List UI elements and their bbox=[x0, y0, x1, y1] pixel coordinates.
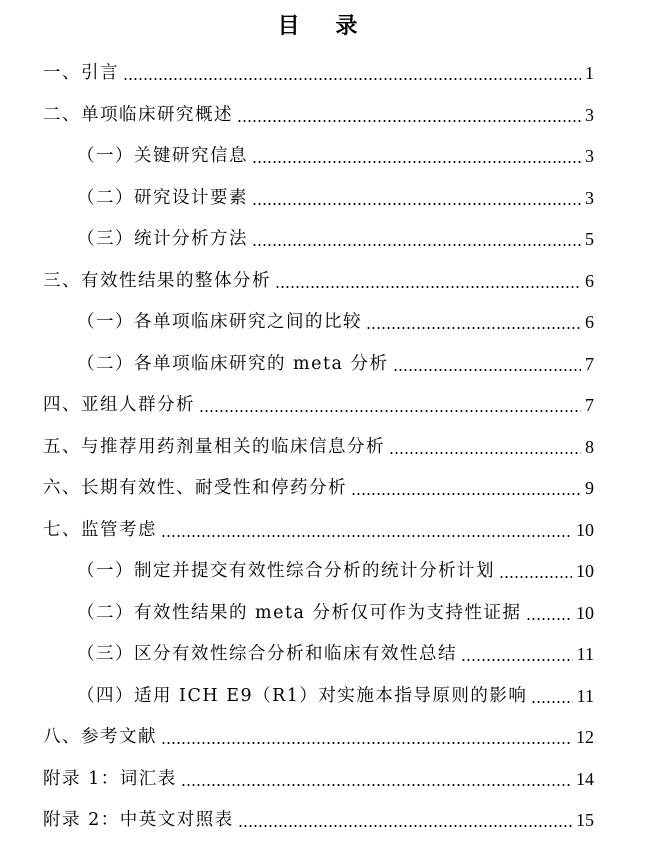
toc-entry-title: 附录 2：中英文对照表 bbox=[43, 810, 234, 830]
toc-entry-title: （一）制定并提交有效性综合分析的统计分析计划 bbox=[77, 561, 495, 581]
toc-dot-leader bbox=[252, 203, 581, 205]
toc-entry[interactable] bbox=[77, 673, 594, 707]
toc-dot-leader bbox=[238, 825, 572, 827]
toc-page-number: 15 bbox=[576, 810, 594, 830]
toc-page-number: 11 bbox=[576, 644, 594, 664]
toc-dot-leader bbox=[237, 120, 581, 122]
toc-entry-title: 五、与推荐用药剂量相关的临床信息分析 bbox=[43, 436, 385, 457]
toc-dot-leader bbox=[199, 410, 581, 412]
toc-entry[interactable] bbox=[77, 631, 594, 665]
toc-dot-leader bbox=[252, 161, 581, 163]
toc-entry[interactable] bbox=[43, 50, 594, 84]
toc-page-number: 10 bbox=[576, 561, 594, 581]
toc-dot-leader bbox=[123, 78, 581, 80]
toc-entry[interactable] bbox=[43, 507, 594, 541]
toc-entry-title: （二）有效性结果的 meta 分析仅可作为支持性证据 bbox=[77, 602, 522, 623]
toc-entry[interactable] bbox=[43, 382, 594, 416]
toc-entry[interactable] bbox=[43, 465, 594, 499]
toc-entry-title: 四、亚组人群分析 bbox=[43, 395, 195, 415]
toc-page-number: 11 bbox=[576, 685, 594, 706]
page-title: 目 录 bbox=[277, 14, 372, 39]
toc-entry[interactable] bbox=[43, 797, 594, 831]
toc-dot-leader bbox=[161, 535, 572, 537]
toc-page-number: 3 bbox=[585, 146, 594, 166]
toc-entry-title: 七、监管考虑 bbox=[43, 519, 157, 540]
toc-entry[interactable] bbox=[43, 714, 594, 748]
toc-dot-leader bbox=[389, 452, 581, 454]
toc-dot-leader bbox=[351, 493, 581, 495]
toc-entry-title: （三）统计分析方法 bbox=[77, 229, 248, 249]
toc-page-number: 7 bbox=[585, 395, 594, 415]
toc-dot-leader bbox=[526, 618, 572, 620]
toc-page-number: 14 bbox=[576, 768, 594, 789]
toc-entry[interactable] bbox=[43, 258, 594, 292]
toc-entry-title: 附录 1：词汇表 bbox=[43, 768, 177, 789]
toc-entry[interactable] bbox=[77, 133, 594, 167]
toc-entry-title: 八、参考文献 bbox=[43, 727, 157, 747]
toc-entry[interactable] bbox=[77, 590, 594, 624]
toc-entry-title: （二）各单项临床研究的 meta 分析 bbox=[77, 353, 389, 374]
toc-page-number: 7 bbox=[585, 353, 594, 374]
toc-entry[interactable] bbox=[43, 92, 594, 126]
toc-page-number: 10 bbox=[576, 519, 594, 540]
toc-dot-leader bbox=[366, 327, 581, 329]
toc-entry[interactable] bbox=[77, 548, 594, 582]
toc-page-number: 10 bbox=[576, 602, 594, 623]
toc-entry-title: （三）区分有效性综合分析和临床有效性总结 bbox=[77, 644, 457, 664]
toc-entry-title: 六、长期有效性、耐受性和停药分析 bbox=[43, 478, 347, 498]
toc-entry-title: （四）适用 ICH E9（R1）对实施本指导原则的影响 bbox=[77, 685, 528, 706]
toc-entry[interactable] bbox=[77, 299, 594, 333]
toc-page-number: 5 bbox=[585, 229, 594, 249]
toc-entry-title: （二）研究设计要素 bbox=[77, 187, 248, 208]
toc-dot-leader bbox=[181, 784, 572, 786]
toc-entry[interactable] bbox=[43, 424, 594, 458]
toc-dot-leader bbox=[499, 576, 572, 578]
toc-page-number: 3 bbox=[585, 187, 594, 208]
toc-dot-leader bbox=[461, 659, 573, 661]
toc-entry-title: （一）各单项临床研究之间的比较 bbox=[77, 312, 362, 332]
toc-page-number: 3 bbox=[585, 104, 594, 125]
toc-page-number: 8 bbox=[585, 436, 594, 457]
toc-page-number: 9 bbox=[585, 478, 594, 498]
toc-entry[interactable] bbox=[77, 341, 594, 375]
toc-dot-leader bbox=[252, 244, 581, 246]
toc-entry-title: 一、引言 bbox=[43, 63, 119, 83]
toc-page-number: 6 bbox=[585, 270, 594, 291]
toc-dot-leader bbox=[393, 369, 581, 371]
toc-entry-title: 三、有效性结果的整体分析 bbox=[43, 270, 271, 291]
toc-page-number: 12 bbox=[576, 727, 594, 747]
toc-entry-title: 二、单项临床研究概述 bbox=[43, 104, 233, 125]
toc-page-number: 1 bbox=[585, 63, 594, 83]
toc-entry[interactable] bbox=[43, 756, 594, 790]
toc-entry[interactable] bbox=[77, 216, 594, 250]
toc-dot-leader bbox=[531, 701, 572, 703]
toc-entry-title: （一）关键研究信息 bbox=[77, 146, 248, 166]
toc-dot-leader bbox=[161, 742, 572, 744]
toc-dot-leader bbox=[275, 286, 581, 288]
toc-page-number: 6 bbox=[585, 312, 594, 332]
toc-entry[interactable] bbox=[77, 175, 594, 209]
